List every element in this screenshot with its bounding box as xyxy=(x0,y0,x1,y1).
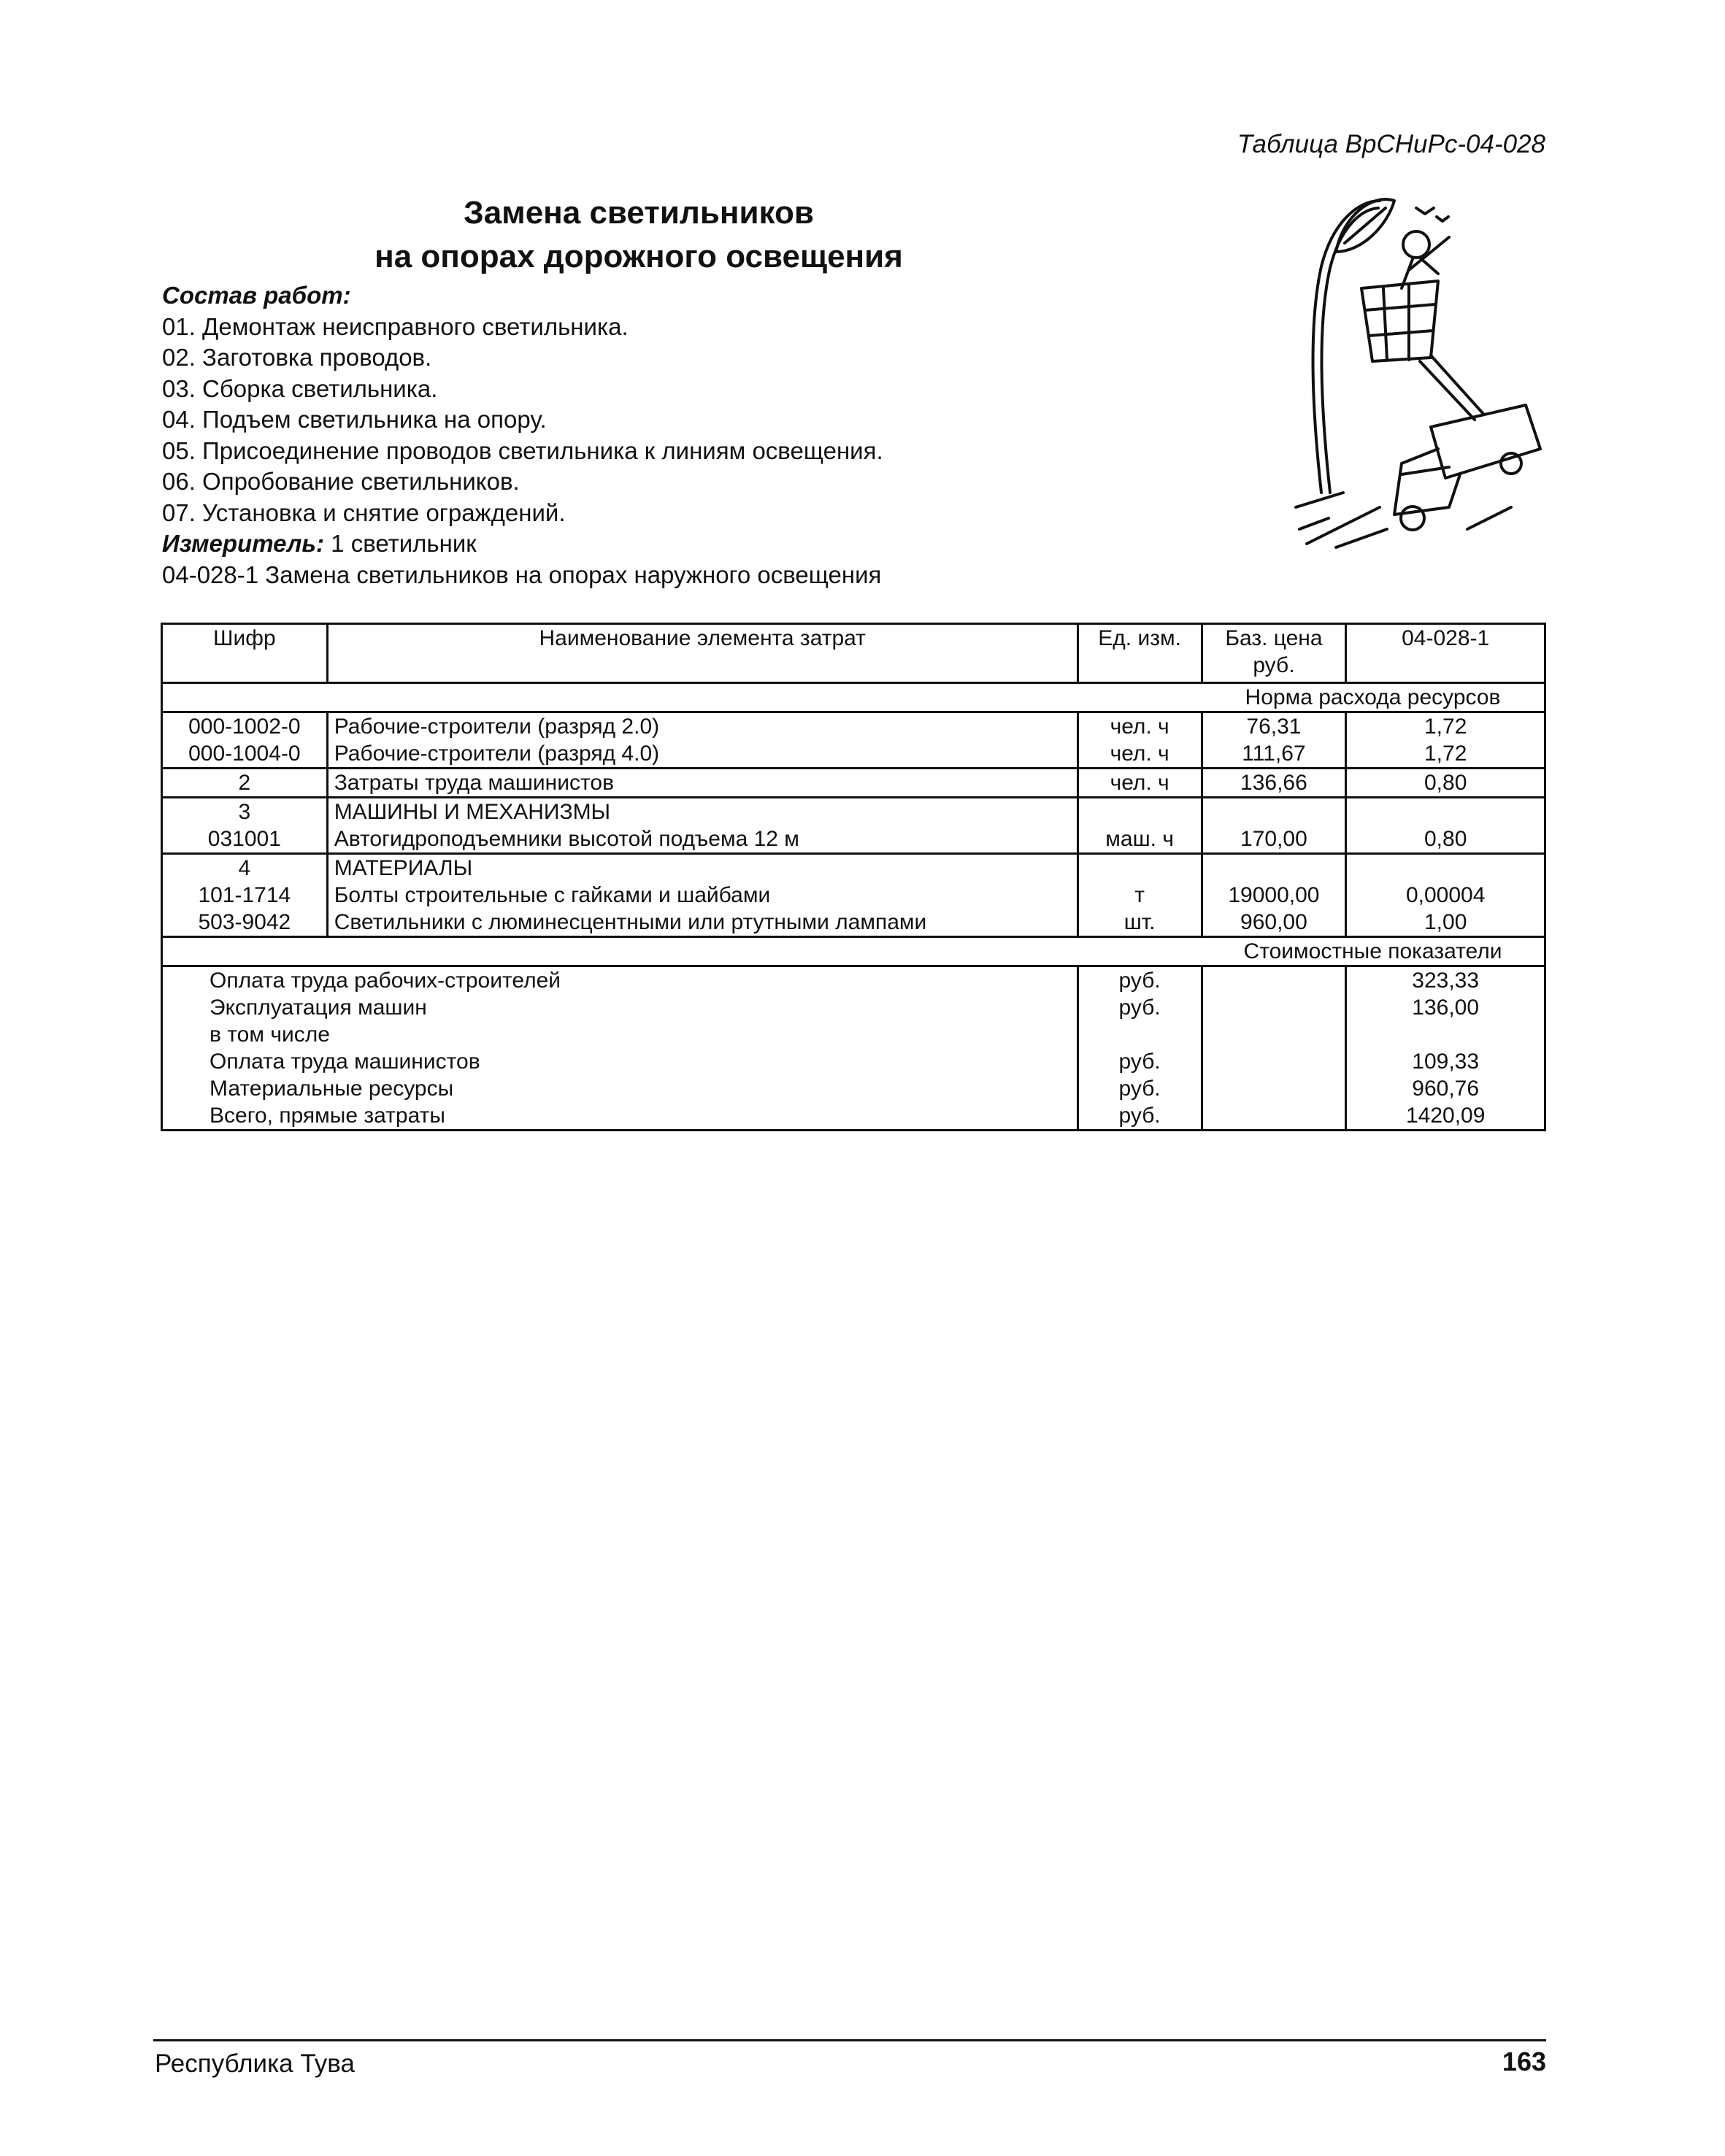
row-price: 19000,00 xyxy=(1202,882,1346,909)
work-item-6: 06. Опробование светильников. xyxy=(162,468,520,495)
work-item-2: 02. Заготовка проводов. xyxy=(162,344,432,371)
cost-unit: руб. xyxy=(1077,1048,1202,1075)
row-name: Затраты труда машинистов xyxy=(327,769,1077,798)
cost-name: Оплата труда машинистов xyxy=(162,1048,1078,1075)
header-unit: Ед. изм. xyxy=(1077,624,1202,683)
header-price: Баз. цена руб. xyxy=(1202,624,1346,683)
row-price: 111,67 xyxy=(1202,740,1346,769)
work-item-3: 03. Сборка светильника. xyxy=(162,374,438,402)
row-norm: 0,80 xyxy=(1346,769,1545,798)
table-row xyxy=(162,712,1545,741)
row-norm: 1,72 xyxy=(1346,740,1545,769)
work-item-4: 04. Подъем светильника на опору. xyxy=(162,406,547,433)
row-name: Рабочие-строители (разряд 2.0) xyxy=(327,712,1077,741)
row-name: Автогидроподъемники высотой подъема 12 м xyxy=(327,825,1077,854)
cost-name: в том числе xyxy=(162,1021,1078,1048)
row-name: Рабочие-строители (разряд 4.0) xyxy=(327,740,1077,769)
table-row xyxy=(162,825,1545,854)
table-row xyxy=(162,854,1545,882)
row-code: 101-1714 xyxy=(162,882,328,909)
cost-value: 136,00 xyxy=(1346,994,1545,1021)
table-row xyxy=(162,798,1545,826)
cost-name: Всего, прямые затраты xyxy=(162,1102,1078,1131)
cost-unit: руб. xyxy=(1077,994,1202,1021)
row-unit: чел. ч xyxy=(1077,712,1202,741)
footer-region: Республика Тува xyxy=(155,2049,355,2078)
header-code: Шифр xyxy=(162,624,328,683)
row-unit: шт. xyxy=(1077,909,1202,937)
meter-value: 1 светильник xyxy=(331,530,477,557)
row-norm: 1,00 xyxy=(1346,909,1545,937)
row-name: МАТЕРИАЛЫ xyxy=(327,854,1077,882)
table-subtitle: 04-028-1 Замена светильников на опорах наружного освещения xyxy=(162,561,882,588)
row-unit: т xyxy=(1077,882,1202,909)
work-item-5: 05. Присоединение проводов светильника к линиям освещения. xyxy=(162,436,883,464)
cost-value: 109,33 xyxy=(1346,1048,1545,1075)
row-code: 000-1002-0 xyxy=(162,712,328,741)
cost-unit: руб. xyxy=(1077,966,1202,995)
cost-row xyxy=(162,1102,1545,1131)
row-price: 136,66 xyxy=(1202,769,1346,798)
row-code: 503-9042 xyxy=(162,909,328,937)
meter-line xyxy=(162,528,883,560)
row-price: 960,00 xyxy=(1202,909,1346,937)
section-cost-row xyxy=(162,937,1545,966)
row-price: 170,00 xyxy=(1202,825,1346,854)
row-code: 2 xyxy=(162,769,328,798)
cost-row xyxy=(162,1075,1545,1102)
row-code: 3 xyxy=(162,798,328,826)
row-norm: 1,72 xyxy=(1346,712,1545,741)
row-code: 000-1004-0 xyxy=(162,740,328,769)
row-name: Светильники с люминесцентными или ртутными лампами xyxy=(327,909,1077,937)
cost-row xyxy=(162,994,1545,1021)
row-price: 76,31 xyxy=(1202,712,1346,741)
table-reference: Таблица ВрСНиРс-04-028 xyxy=(1237,130,1545,158)
table-row xyxy=(162,909,1545,937)
cost-value: 323,33 xyxy=(1346,966,1545,995)
work-item-1: 01. Демонтаж неисправного светильника. xyxy=(162,312,629,340)
row-norm: 0,00004 xyxy=(1346,882,1545,909)
table-row xyxy=(162,769,1545,798)
row-code: 031001 xyxy=(162,825,328,854)
header-name: Наименование элемента затрат xyxy=(327,624,1077,683)
cost-name: Эксплуатация машин xyxy=(162,994,1078,1021)
row-norm: 0,80 xyxy=(1346,825,1545,854)
table-row xyxy=(162,740,1545,769)
page-number: 163 xyxy=(1502,2047,1546,2076)
street-lamp-repair-illustration xyxy=(1292,186,1548,551)
row-unit: чел. ч xyxy=(1077,769,1202,798)
row-unit: чел. ч xyxy=(1077,740,1202,769)
row-name: МАШИНЫ И МЕХАНИЗМЫ xyxy=(327,798,1077,826)
table-row xyxy=(162,882,1545,909)
cost-name: Материальные ресурсы xyxy=(162,1075,1078,1102)
cost-name: Оплата труда рабочих-строителей xyxy=(162,966,1078,995)
cost-unit: руб. xyxy=(1077,1102,1202,1131)
section-norm-label: Норма расхода ресурсов xyxy=(1202,683,1545,712)
title-line-1: Замена светильников xyxy=(464,195,814,231)
cost-value: 960,76 xyxy=(1346,1075,1545,1102)
work-composition xyxy=(162,280,883,590)
footer-divider xyxy=(153,2039,1546,2041)
resource-cost-table xyxy=(161,623,1546,1131)
cost-row xyxy=(162,1021,1545,1048)
row-code: 4 xyxy=(162,854,328,882)
title-line-2: на опорах дорожного освещения xyxy=(374,239,903,274)
section-norm-row xyxy=(162,683,1545,712)
page-title xyxy=(241,191,1037,279)
section-cost-label: Стоимостные показатели xyxy=(1202,937,1545,966)
cost-unit: руб. xyxy=(1077,1075,1202,1102)
row-name: Болты строительные с гайками и шайбами xyxy=(327,882,1077,909)
row-unit: маш. ч xyxy=(1077,825,1202,854)
work-item-7: 07. Установка и снятие ограждений. xyxy=(162,498,566,526)
table-header-row xyxy=(162,624,1545,683)
cost-value: 1420,09 xyxy=(1346,1102,1545,1131)
cost-row xyxy=(162,966,1545,995)
header-norm: 04-028-1 xyxy=(1346,624,1545,683)
cost-row xyxy=(162,1048,1545,1075)
work-composition-label: Состав работ: xyxy=(162,282,351,309)
meter-label: Измеритель: xyxy=(162,530,324,557)
